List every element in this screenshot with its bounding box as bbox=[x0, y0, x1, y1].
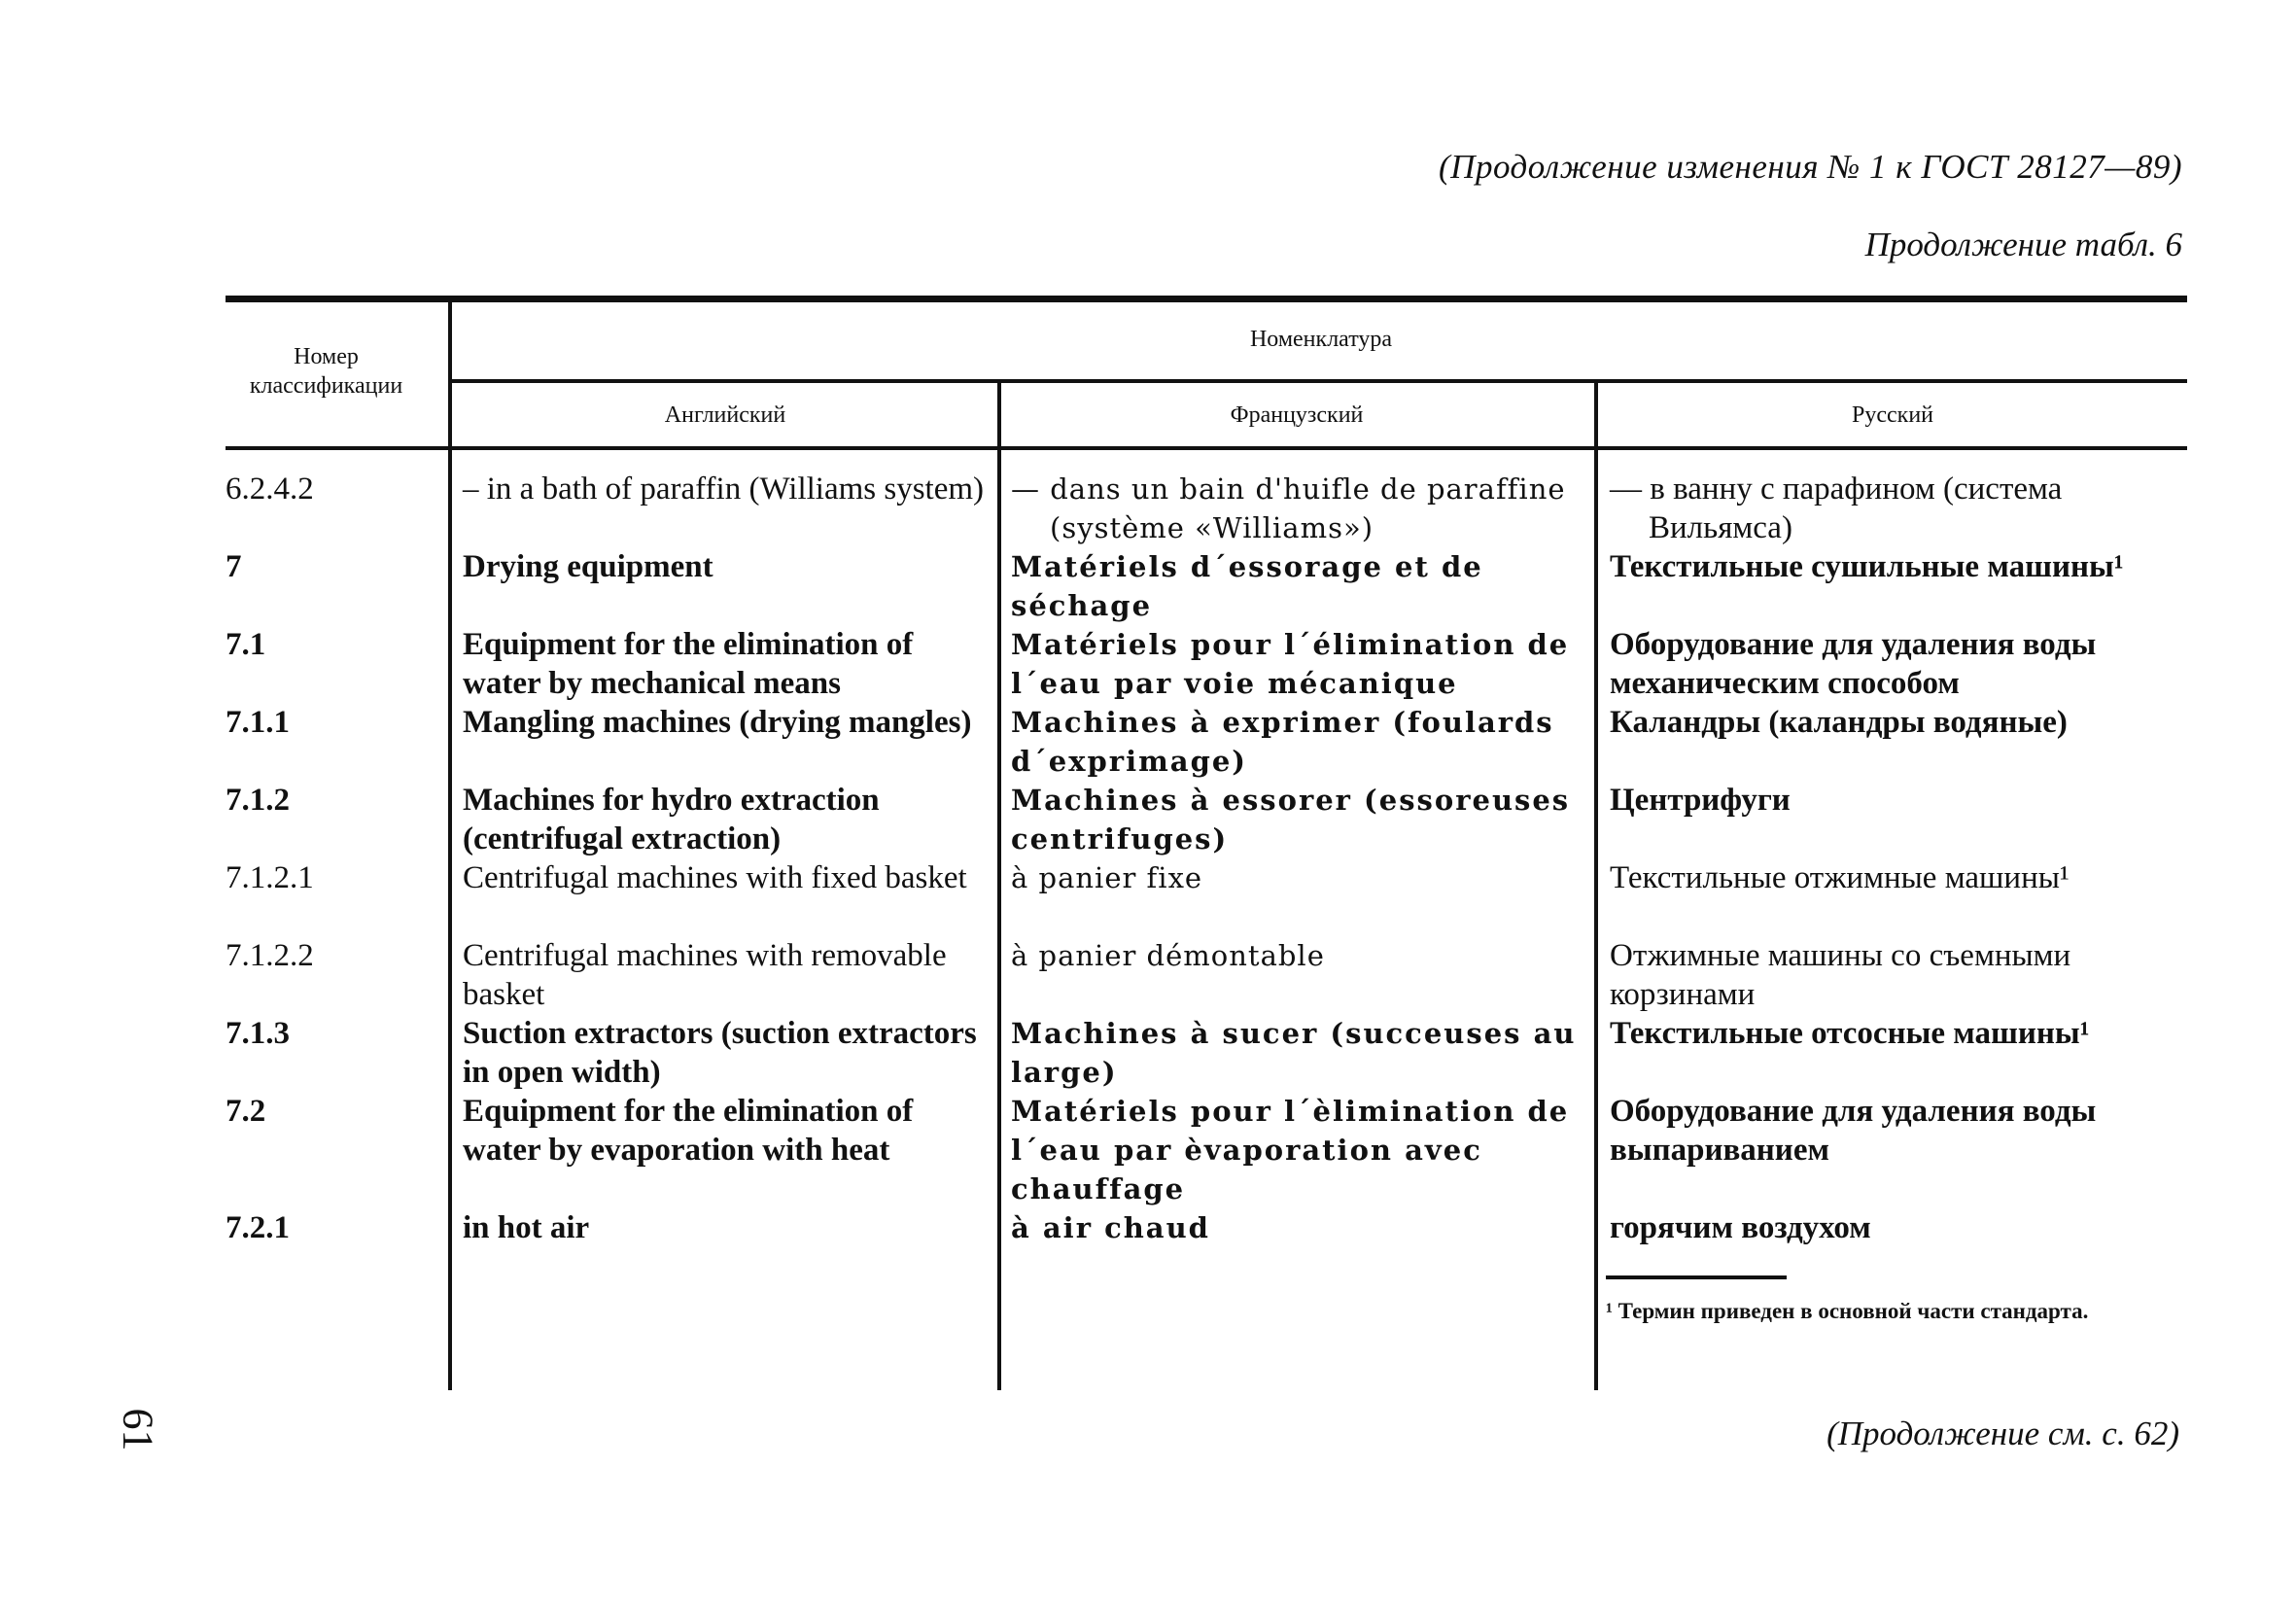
cell-num: 7.1.2.1 bbox=[226, 860, 314, 895]
cell-fr: — dans un bain d'huifle de paraffine (système «Williams») bbox=[1011, 472, 1566, 544]
cell-en: Centrifugal machines with removable basket bbox=[463, 938, 947, 1012]
cell-fr: à air chaud bbox=[1011, 1211, 1210, 1244]
header-english: Английский bbox=[664, 402, 786, 428]
page-number: 61 bbox=[114, 1408, 162, 1451]
cell-en: Mangling machines (drying mangles) bbox=[463, 705, 972, 740]
header-russian: Русский bbox=[1852, 402, 1933, 428]
cell-ru: Отжимные машины со съемными корзинами bbox=[1610, 938, 2071, 1012]
cell-en: in hot air bbox=[463, 1210, 590, 1245]
cell-ru: горячим воздухом bbox=[1610, 1210, 1871, 1245]
cell-en: Equipment for the elimination of water by mechanical means bbox=[463, 627, 914, 701]
cell-en: Suction extractors (suction extractors in open width) bbox=[463, 1016, 977, 1090]
cell-fr: Machines à exprimer (foulards d´exprimage) bbox=[1011, 706, 1554, 778]
cell-en: Machines for hydro extraction (centrifugal extraction) bbox=[463, 783, 880, 856]
cell-fr: Matériels d´essorage et de séchage bbox=[1011, 550, 1483, 622]
cell-fr: à panier démontable bbox=[1011, 939, 1325, 972]
cell-en: Centrifugal machines with fixed basket bbox=[463, 860, 967, 895]
footnote: ¹ Термин приведен в основной части стандарта. bbox=[1606, 1299, 2089, 1323]
continuation-note: (Продолжение изменения № 1 к ГОСТ 28127—89) bbox=[1439, 148, 2182, 186]
header-french: Французский bbox=[1230, 402, 1364, 428]
cell-en: Equipment for the elimination of water by evaporation with heat bbox=[463, 1094, 914, 1168]
footnote-rule bbox=[1606, 1275, 1787, 1279]
cell-num: 7.1 bbox=[226, 627, 266, 662]
cell-en: Drying equipment bbox=[463, 549, 713, 584]
cell-fr: à panier fixe bbox=[1011, 861, 1203, 894]
cell-ru: Текстильные сушильные машины¹ bbox=[1610, 549, 2124, 584]
cell-fr: Matériels pour l´élimination de l´eau par voie mécanique bbox=[1011, 628, 1570, 700]
cell-ru: Оборудование для удаления воды механическим способом bbox=[1610, 627, 2097, 701]
cell-ru: — в ванну с парафином (система Вильямса) bbox=[1610, 472, 2063, 545]
cell-ru: Текстильные отсосные машины¹ bbox=[1610, 1016, 2090, 1051]
header-bottom-rule bbox=[226, 446, 2187, 450]
cell-num: 7.1.1 bbox=[226, 705, 290, 740]
column-divider-2 bbox=[997, 381, 1001, 1390]
cell-ru: Текстильные отжимные машины¹ bbox=[1610, 860, 2070, 895]
cell-num: 7.2.1 bbox=[226, 1210, 290, 1245]
cell-fr: Machines à sucer (succeuses au large) bbox=[1011, 1017, 1577, 1089]
cell-num: 7.1.2 bbox=[226, 783, 290, 818]
cell-ru: Каландры (каландры водяные) bbox=[1610, 705, 2068, 740]
cell-num: 7.1.2.2 bbox=[226, 938, 314, 973]
table-top-rule bbox=[226, 296, 2187, 302]
cell-num: 7 bbox=[226, 549, 242, 584]
header-classification: Номер классификации bbox=[249, 344, 403, 399]
table-continuation-label: Продолжение табл. 6 bbox=[1864, 226, 2182, 263]
cell-num: 7.2 bbox=[226, 1094, 266, 1129]
continued-on-note: (Продолжение см. с. 62) bbox=[1826, 1415, 2179, 1452]
cell-num: 7.1.3 bbox=[226, 1016, 290, 1051]
cell-ru: Оборудование для удаления воды выпариванием bbox=[1610, 1094, 2097, 1168]
header-nomenclature: Номенклатура bbox=[1249, 327, 1393, 352]
cell-ru: Центрифуги bbox=[1610, 783, 1791, 818]
cell-fr: Matériels pour l´èlimination de l´eau par èvaporation avec chauffage bbox=[1011, 1095, 1570, 1205]
subheader-rule bbox=[451, 379, 2187, 383]
column-divider-1 bbox=[448, 299, 452, 1390]
cell-en: – in a bath of paraffin (Williams system) bbox=[463, 472, 985, 507]
cell-num: 6.2.4.2 bbox=[226, 472, 314, 507]
cell-fr: Machines à essorer (essoreuses centrifuges) bbox=[1011, 784, 1571, 856]
